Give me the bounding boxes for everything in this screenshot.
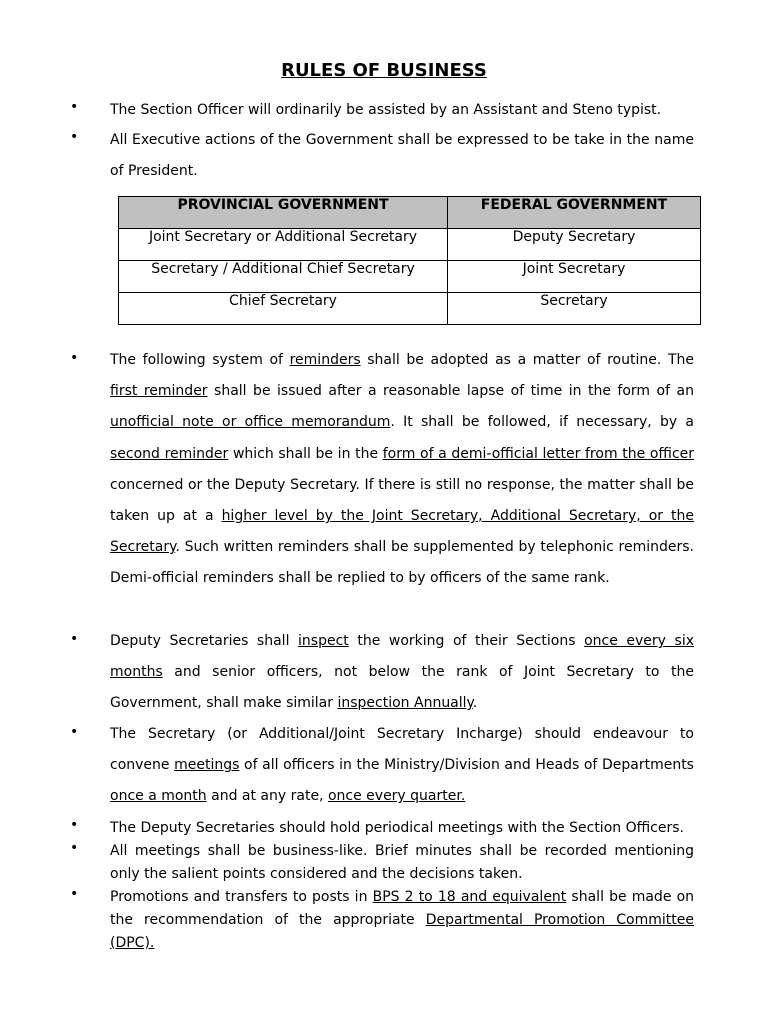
list-item bbox=[110, 626, 694, 720]
item-text: . bbox=[472, 695, 478, 712]
item-text: The Secretary (or Additional/Joint Secretary Incharge) should endeavour to convene bbox=[110, 726, 694, 774]
item-text: shall be made on the recommendation of the appropriate bbox=[110, 889, 695, 928]
table-row bbox=[119, 293, 701, 325]
underlined-text: inspection Annually bbox=[337, 695, 473, 712]
underlined-text: once every six months bbox=[110, 633, 694, 681]
table-cell: Joint Secretary or Additional Secretary bbox=[119, 229, 448, 261]
item-text: the working of their Sections bbox=[348, 633, 585, 649]
list-item bbox=[110, 125, 694, 187]
item-text: All meetings shall be business-like. Brief minutes shall be recorded mentioning only the salient points considered and the decisions taken. bbox=[110, 843, 694, 882]
government-comparison-table bbox=[118, 196, 701, 325]
bullet-icon: • bbox=[70, 129, 79, 145]
bullet-icon: • bbox=[70, 724, 79, 740]
item-text: of all officers in the Ministry/Division and Heads of Departments bbox=[239, 757, 694, 774]
underlined-text: second reminder bbox=[110, 445, 229, 462]
table-cell: Secretary bbox=[448, 293, 701, 325]
list-item bbox=[110, 345, 694, 595]
item-text: The Deputy Secretaries should hold periodical meetings with the Section Officers. bbox=[110, 820, 684, 836]
underlined-text: first reminder bbox=[110, 383, 208, 400]
bullet-icon: • bbox=[70, 631, 79, 647]
list-item bbox=[110, 840, 694, 886]
list-item bbox=[110, 719, 694, 813]
item-text: and at any rate, bbox=[206, 788, 328, 805]
underlined-text: once a month bbox=[110, 788, 207, 805]
underlined-text: inspect bbox=[298, 633, 349, 649]
item-text: . It shall be followed, if necessary, by a bbox=[390, 414, 694, 431]
item-text: All Executive actions of the Government shall be expressed to be take in the name of President. bbox=[110, 132, 694, 180]
underlined-text: meetings bbox=[174, 757, 240, 774]
document-title: RULES OF BUSINESS bbox=[281, 60, 487, 81]
item-text: The following system of bbox=[110, 352, 290, 368]
bullet-icon: • bbox=[70, 817, 79, 833]
underlined-text: higher level by the Joint Secretary, Additional Secretary, or the Secretary bbox=[110, 508, 695, 556]
item-text: which shall be in the bbox=[228, 445, 383, 462]
table-cell: Joint Secretary bbox=[448, 261, 701, 293]
table-cell: Secretary / Additional Chief Secretary bbox=[119, 261, 448, 293]
underlined-text: Departmental Promotion Committee (DPC). bbox=[110, 912, 694, 951]
table-cell: Deputy Secretary bbox=[448, 229, 701, 261]
bullet-icon: • bbox=[70, 350, 79, 366]
item-text: shall be adopted as a matter of routine. The bbox=[360, 352, 694, 368]
list-item bbox=[110, 99, 694, 122]
bullet-icon: • bbox=[70, 886, 79, 902]
underlined-text: form of a demi-official letter from the officer bbox=[382, 445, 695, 462]
column-header-federal: FEDERAL GOVERNMENT bbox=[448, 197, 701, 229]
underlined-text: once every quarter. bbox=[327, 788, 466, 805]
table-row bbox=[119, 261, 701, 293]
item-text: and senior officers, not below the rank of Joint Secretary to the Government, shall make similar bbox=[110, 664, 694, 712]
table-cell: Chief Secretary bbox=[119, 293, 448, 325]
bullet-icon: • bbox=[70, 99, 79, 115]
item-text: shall be issued after a reasonable lapse of time in the form of an bbox=[207, 383, 694, 400]
underlined-text: BPS 2 to 18 and equivalent bbox=[372, 889, 567, 905]
item-text: . Such written reminders shall be supplemented by telephonic reminders. Demi-official reminders shall be replied to by officers of the same rank. bbox=[110, 539, 694, 587]
table-header-row bbox=[119, 197, 701, 229]
table-row bbox=[119, 229, 701, 261]
underlined-text: unofficial note or office memorandum bbox=[110, 414, 391, 431]
item-text: Promotions and transfers to posts in bbox=[110, 889, 373, 905]
list-item bbox=[110, 817, 694, 840]
item-text: concerned or the Deputy Secretary. If there is still no response, the matter shall be taken up at a bbox=[110, 476, 694, 525]
underlined-text: reminders bbox=[289, 352, 361, 368]
item-text: Deputy Secretaries shall bbox=[110, 633, 299, 649]
column-header-provincial: PROVINCIAL GOVERNMENT bbox=[119, 197, 448, 229]
item-text: The Section Officer will ordinarily be assisted by an Assistant and Steno typist. bbox=[110, 102, 662, 118]
bullet-icon: • bbox=[70, 840, 79, 856]
list-item bbox=[110, 886, 694, 955]
